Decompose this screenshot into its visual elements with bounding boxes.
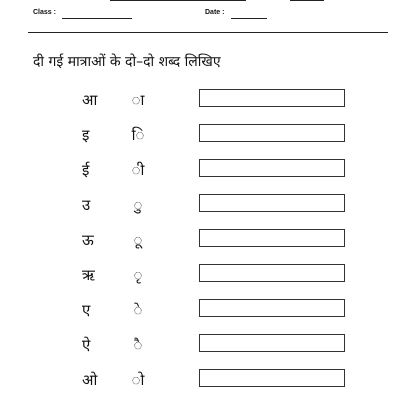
answer-box[interactable] — [199, 264, 345, 282]
vowel-letter: ई — [82, 161, 90, 179]
matra-sign: ा — [131, 91, 145, 109]
name-field-line — [110, 0, 246, 1]
matra-sign: ी — [131, 161, 145, 179]
vowel-letter: आ — [82, 91, 98, 109]
matra-sign: ु — [133, 196, 143, 214]
matra-sign: ू — [133, 231, 143, 249]
class-field-line — [62, 18, 132, 19]
vowel-letter: ऊ — [82, 231, 94, 249]
matra-row — [0, 124, 400, 152]
matra-row — [0, 334, 400, 362]
matra-row — [0, 159, 400, 187]
answer-box[interactable] — [199, 369, 345, 387]
answer-box[interactable] — [199, 89, 345, 107]
answer-box[interactable] — [199, 124, 345, 142]
matra-row — [0, 264, 400, 292]
date-label: Date : — [205, 9, 225, 16]
class-label: Class : — [33, 9, 56, 16]
answer-box[interactable] — [199, 159, 345, 177]
vowel-letter: उ — [82, 196, 91, 214]
matra-sign: ि — [131, 126, 145, 144]
vowel-letter: ओ — [82, 371, 98, 389]
matra-row — [0, 369, 400, 397]
matra-sign: ै — [133, 336, 143, 354]
matra-row — [0, 299, 400, 327]
matra-sign: ृ — [133, 266, 143, 284]
matra-sign: ो — [131, 371, 145, 389]
vowel-letter: ऋ — [82, 266, 95, 284]
date-field-line — [231, 18, 267, 19]
answer-box[interactable] — [199, 229, 345, 247]
answer-box[interactable] — [199, 334, 345, 352]
roll-field-line — [290, 0, 324, 1]
answer-box[interactable] — [199, 299, 345, 317]
answer-box[interactable] — [199, 194, 345, 212]
vowel-letter: ए — [82, 301, 91, 319]
instruction-text: दी गई मात्राओं के दो–दो शब्द लिखिए — [33, 54, 221, 70]
matra-row — [0, 229, 400, 257]
header-divider — [28, 32, 388, 33]
vowel-letter: ऐ — [82, 336, 91, 354]
matra-row — [0, 89, 400, 117]
vowel-letter: इ — [82, 126, 90, 144]
matra-row — [0, 194, 400, 222]
matra-sign: े — [133, 301, 143, 319]
